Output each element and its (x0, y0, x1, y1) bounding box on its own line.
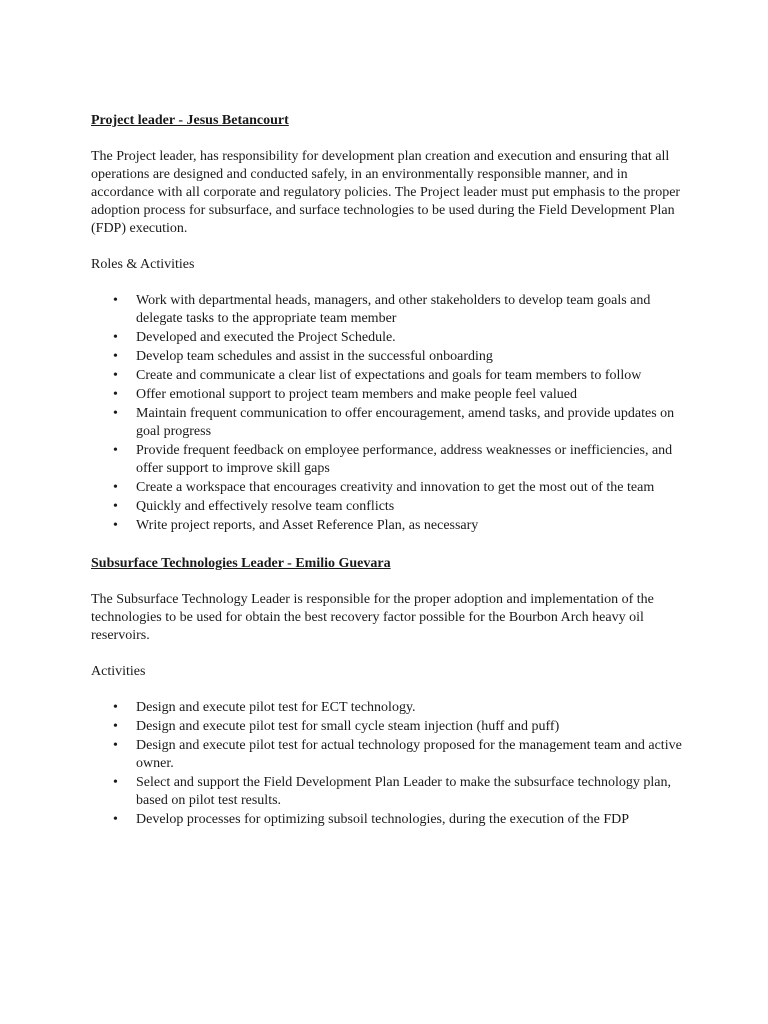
list-item-text: Maintain frequent communication to offer encouragement, amend tasks, and provide updates on goal progress (136, 406, 675, 439)
bullet-icon: • (113, 812, 118, 827)
list-item (91, 517, 691, 535)
section-paragraph: The Subsurface Technology Leader is responsible for the proper adoption and implementation of the technologies to be used for obtain the best recovery factor possible for the Bourbon Arch heavy oil reservoirs. (91, 592, 654, 643)
bullet-list (91, 292, 691, 535)
list-item (91, 811, 691, 829)
list-item-text: Select and support the Field Development Plan Leader to make the subsurface technology plan, based on pilot test results. (136, 775, 671, 808)
list-item-text: Design and execute pilot test for ECT technology. (136, 700, 416, 715)
list-item (91, 292, 691, 328)
list-item-text: Design and execute pilot test for small cycle steam injection (huff and puff) (136, 719, 560, 734)
list-item-text: Write project reports, and Asset Reference Plan, as necessary (136, 518, 479, 533)
list-item (91, 774, 691, 810)
bullet-icon: • (113, 775, 118, 790)
list-item (91, 386, 691, 404)
list-item-text: Develop processes for optimizing subsoil technologies, during the execution of the FDP (136, 812, 630, 827)
bullet-icon: • (113, 293, 118, 308)
list-item (91, 442, 691, 478)
list-item (91, 479, 691, 497)
section-subsurface-leader (91, 555, 691, 829)
list-item-text: Develop team schedules and assist in the successful onboarding (136, 349, 493, 364)
bullet-icon: • (113, 349, 118, 364)
list-item (91, 329, 691, 347)
list-item (91, 367, 691, 385)
bullet-icon: • (113, 443, 118, 458)
list-label: Activities (91, 664, 146, 679)
list-item (91, 737, 691, 773)
list-item (91, 348, 691, 366)
list-item (91, 405, 691, 441)
section-project-leader (91, 112, 691, 535)
bullet-icon: • (113, 518, 118, 533)
list-item-text: Provide frequent feedback on employee performance, address weaknesses or inefficiencies, and offer support to improve skill gaps (136, 443, 673, 476)
bullet-icon: • (113, 480, 118, 495)
section-heading: Subsurface Technologies Leader - Emilio Guevara (91, 556, 391, 571)
list-item (91, 699, 691, 717)
list-item-text: Quickly and effectively resolve team conflicts (136, 499, 395, 514)
bullet-icon: • (113, 387, 118, 402)
list-item (91, 498, 691, 516)
section-heading: Project leader - Jesus Betancourt (91, 113, 289, 128)
list-item (91, 718, 691, 736)
list-item-text: Design and execute pilot test for actual technology proposed for the management team and active owner. (136, 738, 682, 771)
document-page (91, 112, 691, 830)
list-item-text: Create a workspace that encourages creativity and innovation to get the most out of the team (136, 480, 655, 495)
bullet-icon: • (113, 368, 118, 383)
bullet-icon: • (113, 700, 118, 715)
bullet-icon: • (113, 719, 118, 734)
bullet-icon: • (113, 499, 118, 514)
bullet-icon: • (113, 738, 118, 753)
list-item-text: Create and communicate a clear list of expectations and goals for team members to follow (136, 368, 642, 383)
list-item-text: Offer emotional support to project team members and make people feel valued (136, 387, 577, 402)
list-item-text: Developed and executed the Project Schedule. (136, 330, 396, 345)
bullet-icon: • (113, 330, 118, 345)
list-item-text: Work with departmental heads, managers, and other stakeholders to develop team goals and delegate tasks to the appropriate team member (136, 293, 651, 326)
list-label: Roles & Activities (91, 257, 195, 272)
bullet-icon: • (113, 406, 118, 421)
section-paragraph: The Project leader, has responsibility for development plan creation and execution and ensuring that all operations are designed and conducted safely, in an environmentally responsible manner, and in accordance with all corporate and regulatory policies. The Project leader must put emphasis to the proper adoption process for subsurface, and surface technologies to be used during the Field Development Plan (FDP) execution. (91, 149, 681, 236)
bullet-list (91, 699, 691, 829)
